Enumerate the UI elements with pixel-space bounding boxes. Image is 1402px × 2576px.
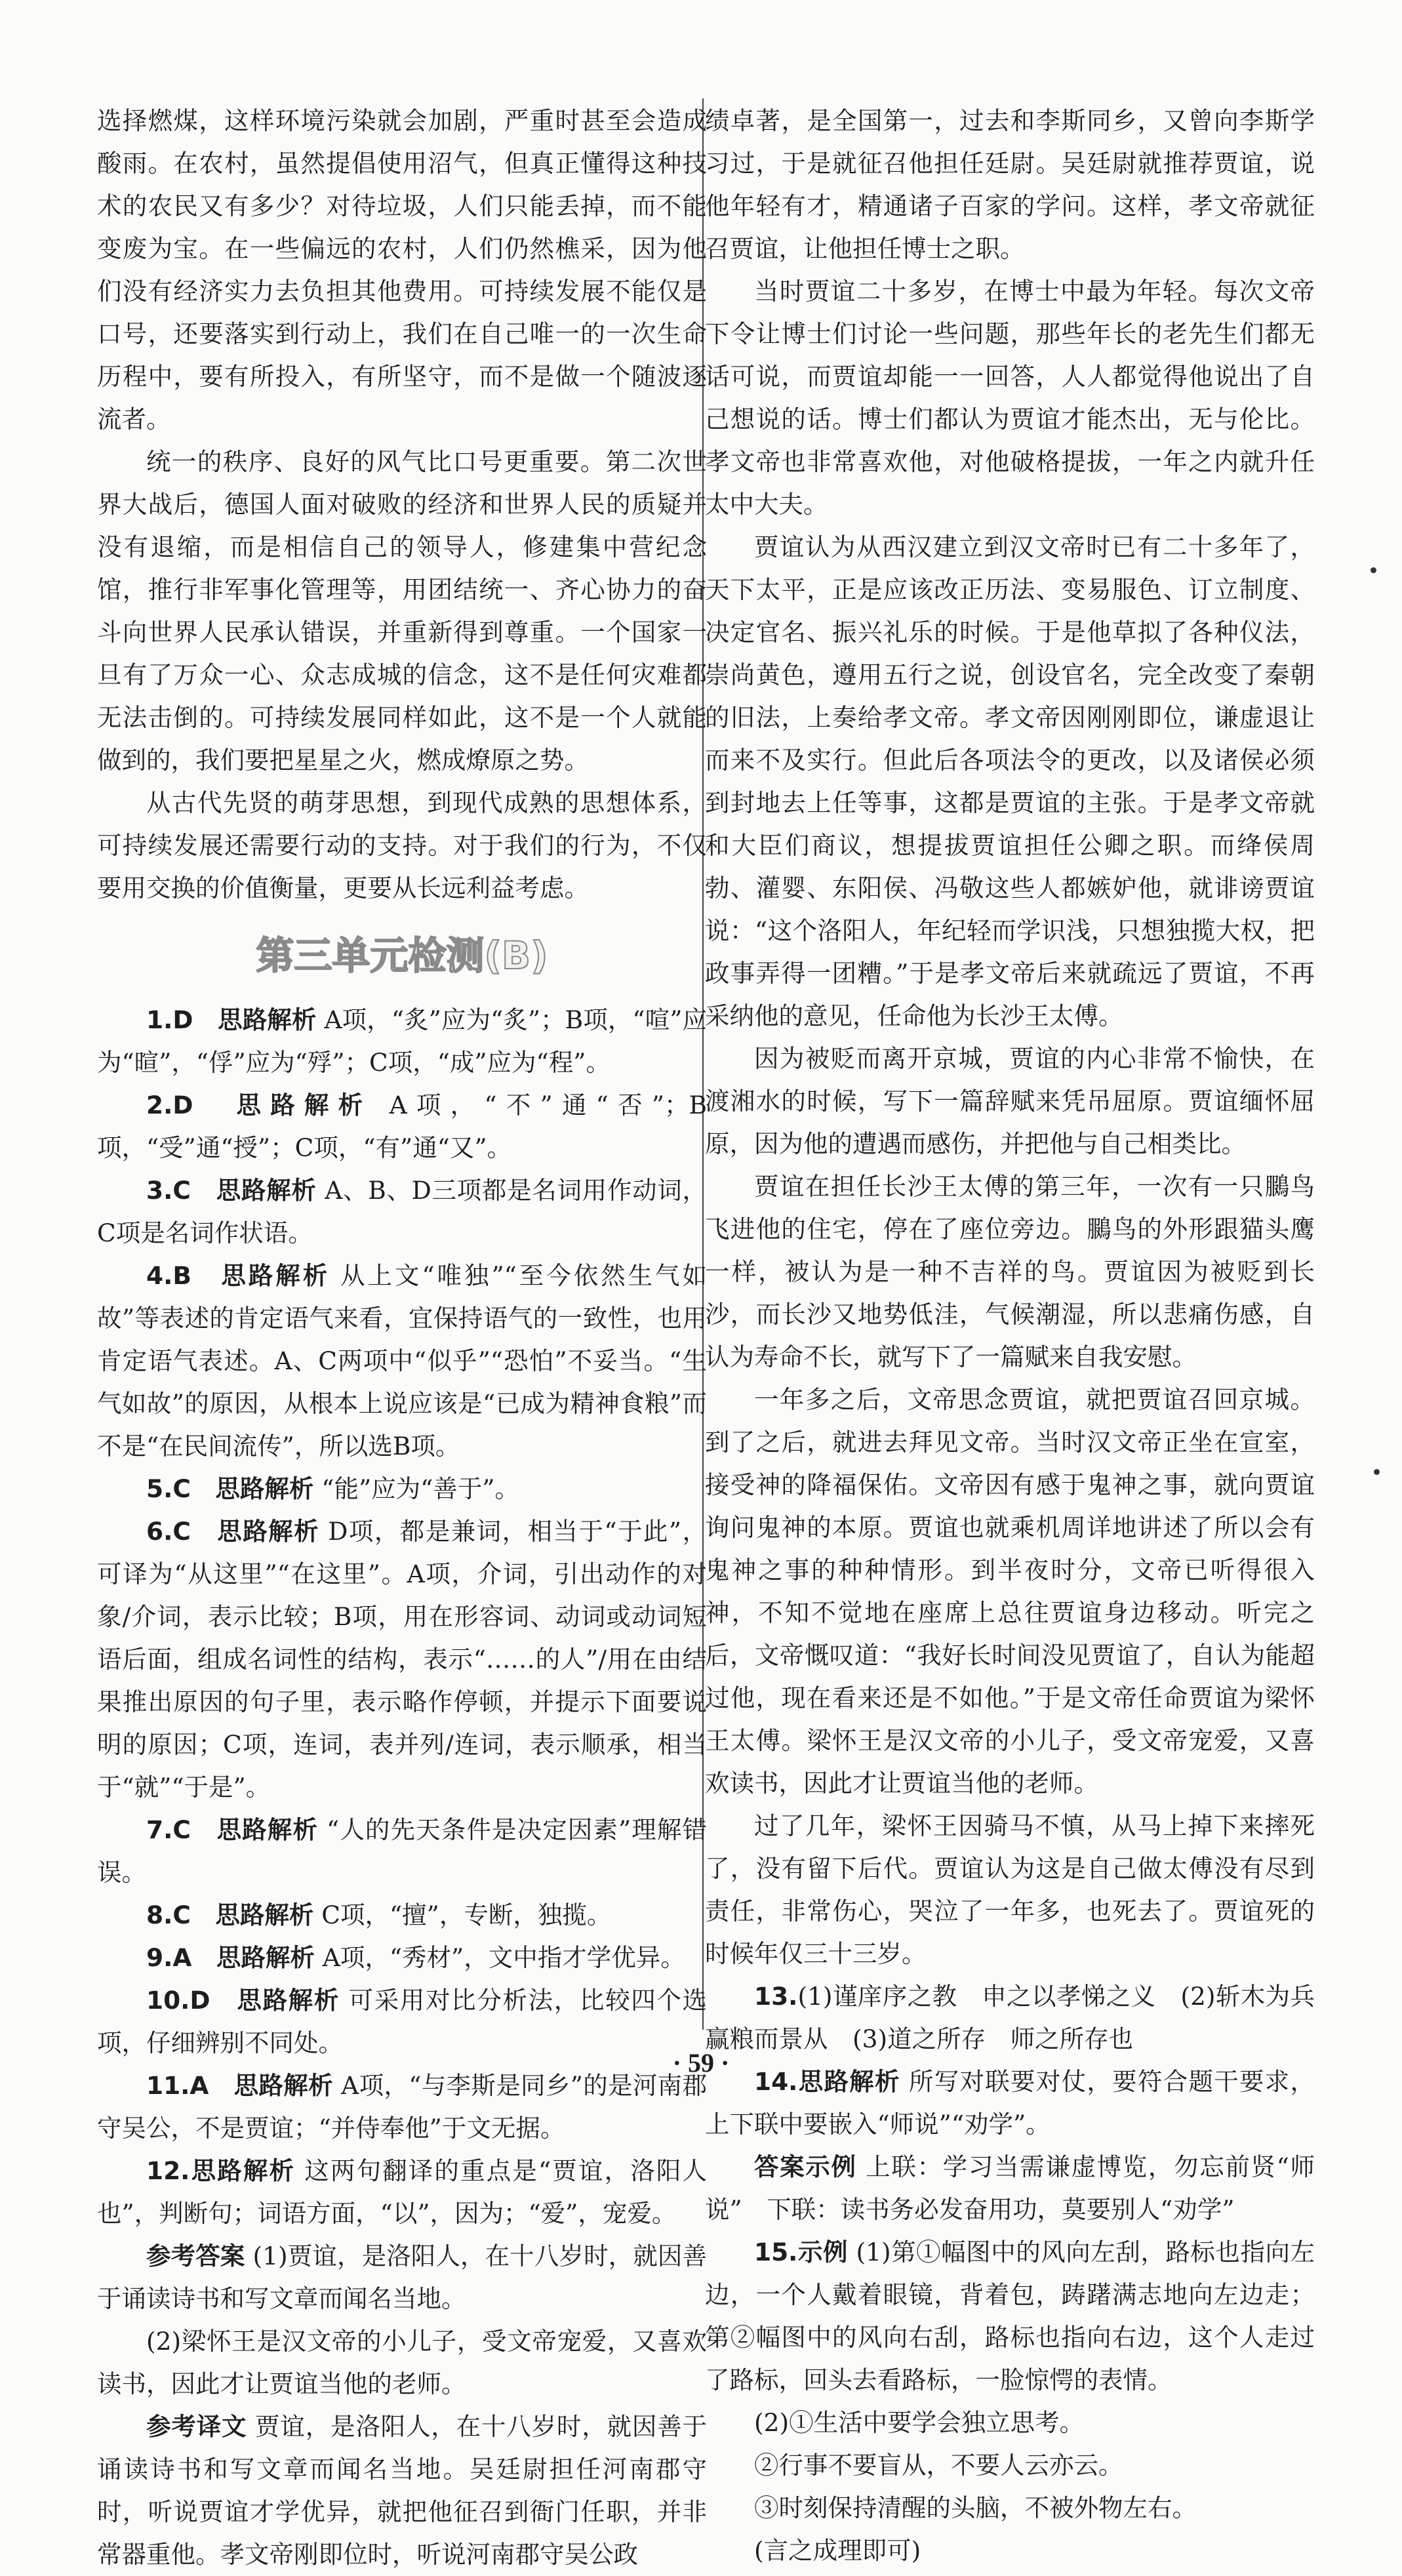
analysis-tag: 思路解析: [190, 2156, 296, 2185]
essay-paragraph: 选择燃煤，这样环境污染就会加剧，严重时甚至会造成酸雨。在农村，虽然提倡使用沼气，但真正懂得这种技术的农民又有多少？对待垃圾，人们只能丢掉，而不能变废为宝。在一些偏远的农村，人们仍然樵采，因为他们没有经济实力去负担其他费用。可持续发展不能仅是口号，还要落实到行动上，我们在自己唯一的一次生命历程中，要有所投入，有所坚守，而不是做一个随波逐流者。: [97, 106, 707, 433]
answer-7: [97, 1809, 707, 1894]
question-number: 7.C: [146, 1815, 191, 1844]
analysis-tag: 思路解析: [216, 1815, 319, 1844]
answer-text: A项，“秀材”，文中指才学优异。: [322, 1943, 685, 1972]
question-number: 2.D: [146, 1091, 193, 1119]
analysis-tag: 思路解析: [236, 1091, 372, 1119]
reference-answer-2: (2)梁怀王是汉文帝的小儿子，受文帝宠爱，又喜欢读书，因此才让贾谊当他的老师。: [97, 2327, 707, 2398]
answer-5: [97, 1468, 707, 1510]
question-number: 5.C: [146, 1474, 191, 1503]
question-number: 1.D: [146, 1005, 193, 1034]
reference-answer: [97, 2235, 707, 2320]
answer-text: A项，“炙”应为“炙”；B项，“喧”应为“暄”，“俘”应为“殍”；C项，“成”应为“程”。: [97, 1005, 708, 1077]
answer-15-note: (言之成理即可): [754, 2536, 921, 2565]
answer-1: [97, 999, 707, 1084]
question-number: 8.C: [146, 1901, 191, 1929]
page-number: 59: [688, 2048, 714, 2078]
answer-text: 可采用对比分析法，比较四个选项，仔细辨别不同处。: [97, 1986, 708, 2057]
analysis-tag: 思路解析: [216, 1176, 317, 1205]
translation-paragraph: 贾谊认为从西汉建立到汉文帝时已有二十多年了，天下太平，正是应该改正历法、变易服色、订立制度、决定官名、振兴礼乐的时候。于是他草拟了各种仪法，崇尚黄色，遵用五行之说，创设官名，完全改变了秦朝的旧法，上奏给孝文帝。孝文帝因刚刚即位，谦虚退让而来不及实行。但此后各项法令的更改，以及诸侯必须到封地去上任等事，这都是贾谊的主张。于是孝文帝就和大臣们商议，想提拔贾谊担任公卿之职。而绛侯周勃、灌婴、东阳侯、冯敬这些人都嫉妒他，就诽谤贾谊说：“这个洛阳人，年纪轻而学识浅，只想独揽大权，把政事弄得一团糟。”于是孝文帝后来就疏远了贾谊，不再采纳他的意见，任命他为长沙王太傅。: [705, 533, 1315, 1030]
answer-3: [97, 1169, 707, 1255]
translation-tag: 参考译文: [146, 2412, 247, 2441]
margin-dot: [1374, 1469, 1380, 1475]
question-number: 11.A: [146, 2071, 209, 2100]
reference-tag: 参考答案: [146, 2242, 245, 2270]
answer-2: [97, 1084, 707, 1169]
translation-paragraph: 绩卓著，是全国第一，过去和李斯同乡，又曾向李斯学习过，于是就征召他担任廷尉。吴廷尉就推荐贾谊，说他年轻有才，精通诸子百家的学问。这样，孝文帝就征召贾谊，让他担任博士之职。: [705, 106, 1315, 263]
answer-text: 所写对联要对仗，要符合题干要求，上下联中要嵌入“师说”“劝学”。: [705, 2067, 1315, 2139]
answer-4: [97, 1255, 707, 1468]
answer-12: [97, 2150, 707, 2235]
example-tag: 示例: [797, 2238, 849, 2266]
analysis-tag: 思路解析: [217, 1517, 320, 1546]
question-number: 15.: [754, 2238, 798, 2266]
answer-text: A项，“与李斯是同乡”的是河南郡守吴公，不是贾谊；“并侍奉他”于文无据。: [97, 2071, 707, 2143]
answer-text: 这两句翻译的重点是“贾谊，洛阳人也”，判断句；词语方面，“以”，因为；“爱”，宠爱。: [97, 2156, 708, 2228]
right-column: [705, 100, 1340, 2572]
translation-text: 贾谊，是洛阳人，在十八岁时，就因善于诵读诗书和写文章而闻名当地。吴廷尉担任河南郡守时，听说贾谊才学优异，就把他征召到衙门任职，并非常器重他。孝文帝刚即位时，听说河南郡守吴公政: [97, 2412, 708, 2569]
page-dot: ·: [672, 2048, 681, 2078]
answer-15-line: ③时刻保持清醒的头脑，不被外物左右。: [754, 2493, 1197, 2522]
answer-text: A、B、D三项都是名词用作动词，C项是名词作状语。: [97, 1176, 708, 1247]
answer-text: C项，“擅”，专断，独揽。: [321, 1901, 612, 1929]
answer-text: (1)谨庠序之教 申之以孝悌之义 (2)斩木为兵 赢粮而景从 (3)道之所存 师之所存也: [705, 1982, 1340, 2053]
analysis-tag: 思路解析: [797, 2067, 900, 2096]
analysis-tag: 思路解析: [216, 1943, 315, 1972]
margin-dot: [1371, 567, 1376, 573]
essay-paragraph: 从古代先贤的萌芽思想，到现代成熟的思想体系，可持续发展还需要行动的支持。对于我们的行为，不仅要用交换的价值衡量，更要从长远利益考虑。: [97, 788, 707, 902]
analysis-tag: 思路解析: [218, 1005, 317, 1034]
answer-8: [97, 1894, 707, 1937]
analysis-tag: 思路解析: [215, 1474, 314, 1503]
left-column: [97, 100, 707, 2576]
example-text: 上联：学习当需谦虚博览，勿忘前贤“师说” 下联：读书务必发奋用功，莫要别人“劝学”: [705, 2152, 1315, 2224]
answer-text: “人的先天条件是决定因素”理解错误。: [97, 1815, 708, 1887]
question-number: 3.C: [146, 1176, 191, 1205]
question-number: 4.B: [146, 1261, 191, 1290]
example-tag: 答案示例: [754, 2152, 857, 2181]
section-heading: 第三单元检测(B): [256, 933, 548, 978]
page-number-footer: [0, 2047, 1402, 2078]
answer-text: 从上文“唯独”“至今依然生气如故”等表述的肯定语气来看，宜保持语气的一致性，也用肯定语气表述。A、C两项中“似乎”“恐怕”不妥当。“生气如故”的原因，从根本上说应该是“已成为精神食粮”而不是“在民间流传”，所以选B项。: [97, 1261, 708, 1460]
translation-paragraph: 当时贾谊二十多岁，在博士中最为年轻。每次文帝下令让博士们讨论一些问题，那些年长的老先生们都无话可说，而贾谊却能一一回答，人人都觉得他说出了自己想说的话。博士们都认为贾谊才能杰出，无与伦比。孝文帝也非常喜欢他，对他破格提拔，一年之内就升任太中大夫。: [705, 277, 1315, 519]
translation-paragraph: 贾谊在担任长沙王太傅的第三年，一次有一只鵩鸟飞进他的住宅，停在了座位旁边。鵩鸟的外形跟猫头鹰一样，被认为是一种不吉祥的鸟。贾谊因为被贬到长沙，而长沙又地势低洼，气候潮湿，所以悲痛伤感，自认为寿命不长，就写下了一篇赋来自我安慰。: [705, 1172, 1315, 1371]
question-number: 13.: [754, 1982, 798, 2011]
page-dot: ·: [721, 2048, 730, 2078]
answer-text: (1)第①幅图中的风向左刮，路标也指向左边，一个人戴着眼镜，背着包，踌躇满志地向左边走；第②幅图中的风向右刮，路标也指向右边，这个人走过了路标，回头去看路标，一脸惊愕的表情。: [705, 2238, 1315, 2394]
question-number: 12.: [146, 2156, 190, 2185]
answer-6: [97, 1510, 707, 1809]
analysis-tag: 思路解析: [233, 2071, 333, 2100]
essay-paragraph: 统一的秩序、良好的风气比口号更重要。第二次世界大战后，德国人面对破败的经济和世界人民的质疑并没有退缩，而是相信自己的领导人，修建集中营纪念馆，推行非军事化管理等，用团结统一、齐心协力的奋斗向世界人民承认错误，并重新得到尊重。一个国家一旦有了万众一心、众志成城的信念，这不是任何灾难都无法击倒的。可持续发展同样如此，这不是一个人就能做到的，我们要把星星之火，燃成燎原之势。: [97, 447, 707, 775]
question-number: 9.A: [146, 1943, 192, 1972]
analysis-tag: 思路解析: [221, 1261, 330, 1290]
answer-15-line: ②行事不要盲从，不要人云亦云。: [754, 2451, 1123, 2480]
translation-paragraph: 一年多之后，文帝思念贾谊，就把贾谊召回京城。到了之后，就进去拜见文帝。当时汉文帝正坐在宣室，接受神的降福保佑。文帝因有感于鬼神之事，就向贾谊询问鬼神的本原。贾谊也就乘机周详地讲述了所以会有鬼神之事的种种情形。到半夜时分，文帝已听得很入神，不知不觉地在座席上总往贾谊身边移动。听完之后，文帝慨叹道：“我好长时间没见贾谊了，自认为能超过他，现在看来还是不如他。”于是文帝任命贾谊为梁怀王太傅。梁怀王是汉文帝的小儿子，受文帝宠爱，又喜欢读书，因此才让贾谊当他的老师。: [705, 1385, 1315, 1798]
translation-paragraph: 因为被贬而离开京城，贾谊的内心非常不愉快，在渡湘水的时候，写下一篇辞赋来凭吊屈原。贾谊缅怀屈原，因为他的遭遇而感伤，并把他与自己相类比。: [705, 1044, 1315, 1158]
answer-text: D项，都是兼词，相当于“于此”，可译为“从这里”“在这里”。A项，介词，引出动作的对象/介词，表示比较；B项，用在形容词、动词或动词短语后面，组成名词性的结构，表示“……的人”/用在由结果推出原因的句子里，表示略作停顿，并提示下面要说明的原因；C项，连词，表并列/连词，表示顺承，相当于“就”“于是”。: [97, 1517, 707, 1801]
answer-text: A项，“不”通“否”；B项，“受”通“授”；C项，“有”通“又”。: [97, 1091, 708, 1162]
question-number: 6.C: [146, 1517, 191, 1546]
analysis-tag: 思路解析: [215, 1901, 314, 1929]
reference-text: (1)贾谊，是洛阳人，在十八岁时，就因善于诵读诗书和写文章而闻名当地。: [97, 2242, 708, 2313]
answer-9: [97, 1937, 707, 1979]
question-number: 14.: [754, 2067, 798, 2096]
answer-text: “能”应为“善于”。: [321, 1474, 519, 1503]
analysis-tag: 思路解析: [237, 1986, 340, 2015]
reference-translation: [97, 2405, 707, 2576]
question-number: 10.D: [146, 1986, 210, 2015]
answer-15-line: (2)①生活中要学会独立思考。: [754, 2408, 1085, 2437]
answer-example: [705, 2146, 1315, 2231]
translation-paragraph: 过了几年，梁怀王因骑马不慎，从马上掉下来摔死了，没有留下后代。贾谊认为这是自己做太傅没有尽到责任，非常伤心，哭泣了一年多，也死去了。贾谊死的时候年仅三十三岁。: [705, 1811, 1315, 1968]
answer-15: [705, 2231, 1315, 2402]
